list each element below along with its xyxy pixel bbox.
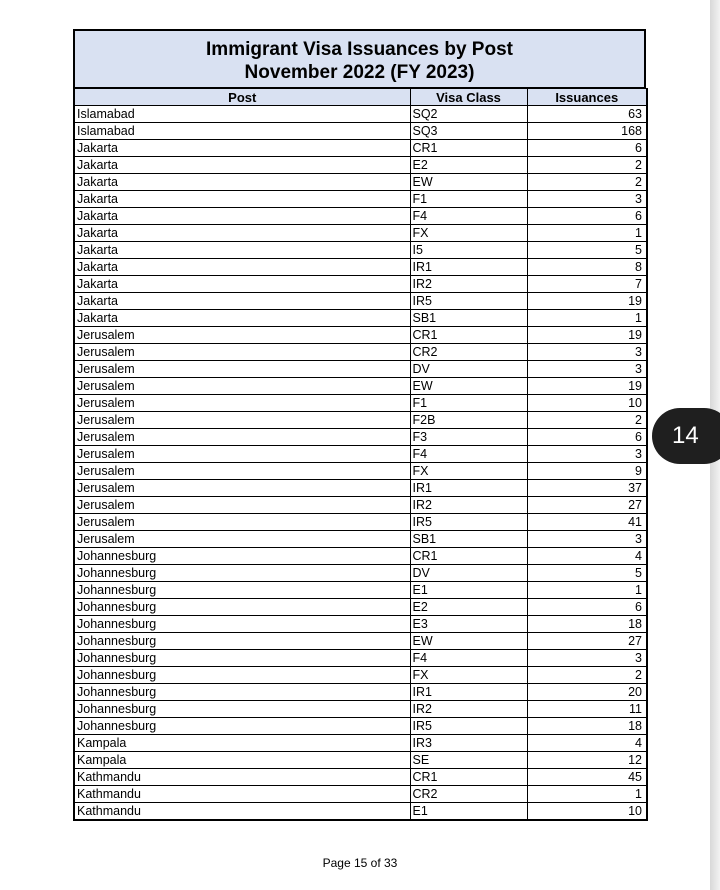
table-row xyxy=(74,429,647,446)
table-row xyxy=(74,293,647,310)
cell-issuances: 2 xyxy=(527,174,647,191)
table-row xyxy=(74,769,647,786)
table-row xyxy=(74,565,647,582)
cell-issuances: 1 xyxy=(527,786,647,803)
table-row xyxy=(74,701,647,718)
cell-visa-class: F1 xyxy=(410,191,527,208)
cell-visa-class: IR2 xyxy=(410,276,527,293)
cell-issuances: 27 xyxy=(527,633,647,650)
table-row xyxy=(74,276,647,293)
cell-issuances: 3 xyxy=(527,446,647,463)
cell-visa-class: IR1 xyxy=(410,259,527,276)
cell-issuances: 63 xyxy=(527,106,647,123)
cell-issuances: 3 xyxy=(527,650,647,667)
table-row xyxy=(74,616,647,633)
cell-issuances: 10 xyxy=(527,395,647,412)
cell-post: Jerusalem xyxy=(74,412,410,429)
cell-visa-class: F4 xyxy=(410,650,527,667)
cell-issuances: 9 xyxy=(527,463,647,480)
cell-post: Kathmandu xyxy=(74,803,410,821)
table-row xyxy=(74,242,647,259)
cell-issuances: 3 xyxy=(527,531,647,548)
cell-visa-class: IR2 xyxy=(410,701,527,718)
table-row xyxy=(74,463,647,480)
cell-post: Islamabad xyxy=(74,106,410,123)
table-row xyxy=(74,310,647,327)
table-row xyxy=(74,225,647,242)
table-row xyxy=(74,599,647,616)
cell-issuances: 1 xyxy=(527,225,647,242)
table-row xyxy=(74,582,647,599)
table-row xyxy=(74,735,647,752)
cell-post: Kampala xyxy=(74,752,410,769)
cell-issuances: 5 xyxy=(527,565,647,582)
table-row xyxy=(74,327,647,344)
cell-visa-class: E1 xyxy=(410,803,527,821)
table-row xyxy=(74,684,647,701)
cell-post: Islamabad xyxy=(74,123,410,140)
cell-issuances: 19 xyxy=(527,293,647,310)
cell-post: Jerusalem xyxy=(74,395,410,412)
cell-visa-class: F4 xyxy=(410,446,527,463)
cell-visa-class: EW xyxy=(410,633,527,650)
visa-table-container xyxy=(73,29,646,821)
cell-post: Jakarta xyxy=(74,276,410,293)
cell-visa-class: SE xyxy=(410,752,527,769)
cell-post: Jakarta xyxy=(74,242,410,259)
cell-issuances: 10 xyxy=(527,803,647,821)
cell-issuances: 1 xyxy=(527,582,647,599)
cell-post: Jerusalem xyxy=(74,514,410,531)
cell-issuances: 2 xyxy=(527,157,647,174)
table-title xyxy=(73,29,646,88)
cell-issuances: 18 xyxy=(527,718,647,735)
cell-visa-class: CR2 xyxy=(410,786,527,803)
cell-issuances: 19 xyxy=(527,327,647,344)
cell-issuances: 41 xyxy=(527,514,647,531)
cell-issuances: 12 xyxy=(527,752,647,769)
cell-visa-class: FX xyxy=(410,667,527,684)
cell-visa-class: IR5 xyxy=(410,514,527,531)
cell-issuances: 11 xyxy=(527,701,647,718)
cell-issuances: 7 xyxy=(527,276,647,293)
cell-visa-class: IR1 xyxy=(410,684,527,701)
cell-post: Jakarta xyxy=(74,259,410,276)
cell-issuances: 2 xyxy=(527,412,647,429)
cell-post: Jerusalem xyxy=(74,480,410,497)
table-row xyxy=(74,208,647,225)
table-row xyxy=(74,140,647,157)
cell-visa-class: CR1 xyxy=(410,140,527,157)
cell-issuances: 45 xyxy=(527,769,647,786)
cell-post: Johannesburg xyxy=(74,718,410,735)
cell-post: Jerusalem xyxy=(74,344,410,361)
cell-post: Johannesburg xyxy=(74,701,410,718)
page-number-indicator: 14 xyxy=(652,408,720,464)
cell-visa-class: I5 xyxy=(410,242,527,259)
cell-visa-class: F4 xyxy=(410,208,527,225)
header-post: Post xyxy=(74,89,410,106)
cell-post: Johannesburg xyxy=(74,599,410,616)
cell-post: Kampala xyxy=(74,735,410,752)
cell-issuances: 4 xyxy=(527,735,647,752)
cell-post: Jerusalem xyxy=(74,378,410,395)
table-row xyxy=(74,752,647,769)
cell-post: Johannesburg xyxy=(74,684,410,701)
cell-visa-class: F3 xyxy=(410,429,527,446)
cell-issuances: 27 xyxy=(527,497,647,514)
table-row xyxy=(74,786,647,803)
cell-visa-class: SB1 xyxy=(410,310,527,327)
cell-visa-class: F1 xyxy=(410,395,527,412)
cell-issuances: 3 xyxy=(527,361,647,378)
cell-issuances: 4 xyxy=(527,548,647,565)
cell-visa-class: E1 xyxy=(410,582,527,599)
cell-issuances: 37 xyxy=(527,480,647,497)
table-title-line2: November 2022 (FY 2023) xyxy=(244,62,475,83)
cell-post: Jerusalem xyxy=(74,327,410,344)
cell-post: Jakarta xyxy=(74,140,410,157)
cell-visa-class: E2 xyxy=(410,157,527,174)
cell-issuances: 1 xyxy=(527,310,647,327)
cell-post: Jakarta xyxy=(74,191,410,208)
table-row xyxy=(74,106,647,123)
cell-post: Kathmandu xyxy=(74,786,410,803)
cell-post: Johannesburg xyxy=(74,650,410,667)
cell-visa-class: IR2 xyxy=(410,497,527,514)
cell-post: Johannesburg xyxy=(74,548,410,565)
visa-table xyxy=(73,88,648,821)
cell-issuances: 6 xyxy=(527,429,647,446)
cell-post: Jakarta xyxy=(74,208,410,225)
cell-issuances: 5 xyxy=(527,242,647,259)
cell-visa-class: DV xyxy=(410,565,527,582)
cell-visa-class: E2 xyxy=(410,599,527,616)
cell-issuances: 3 xyxy=(527,191,647,208)
cell-visa-class: IR5 xyxy=(410,293,527,310)
cell-post: Johannesburg xyxy=(74,582,410,599)
cell-post: Johannesburg xyxy=(74,616,410,633)
cell-visa-class: IR3 xyxy=(410,735,527,752)
cell-post: Jakarta xyxy=(74,310,410,327)
cell-visa-class: FX xyxy=(410,463,527,480)
cell-post: Jerusalem xyxy=(74,463,410,480)
table-row xyxy=(74,497,647,514)
cell-visa-class: CR1 xyxy=(410,327,527,344)
table-body xyxy=(74,106,647,821)
header-issuances: Issuances xyxy=(527,89,647,106)
cell-post: Jerusalem xyxy=(74,497,410,514)
cell-issuances: 2 xyxy=(527,667,647,684)
table-row xyxy=(74,157,647,174)
cell-visa-class: FX xyxy=(410,225,527,242)
cell-post: Johannesburg xyxy=(74,667,410,684)
cell-issuances: 6 xyxy=(527,140,647,157)
cell-issuances: 6 xyxy=(527,208,647,225)
cell-visa-class: E3 xyxy=(410,616,527,633)
cell-post: Jerusalem xyxy=(74,429,410,446)
cell-issuances: 18 xyxy=(527,616,647,633)
table-header-row xyxy=(74,89,647,106)
cell-post: Johannesburg xyxy=(74,633,410,650)
cell-post: Johannesburg xyxy=(74,565,410,582)
table-row xyxy=(74,174,647,191)
cell-visa-class: F2B xyxy=(410,412,527,429)
cell-visa-class: EW xyxy=(410,174,527,191)
cell-visa-class: DV xyxy=(410,361,527,378)
cell-issuances: 3 xyxy=(527,344,647,361)
table-row xyxy=(74,718,647,735)
cell-visa-class: CR1 xyxy=(410,548,527,565)
table-row xyxy=(74,480,647,497)
header-visa-class: Visa Class xyxy=(410,89,527,106)
table-row xyxy=(74,378,647,395)
table-row xyxy=(74,633,647,650)
cell-visa-class: SQ3 xyxy=(410,123,527,140)
cell-post: Jakarta xyxy=(74,225,410,242)
cell-post: Jerusalem xyxy=(74,446,410,463)
cell-visa-class: EW xyxy=(410,378,527,395)
cell-issuances: 6 xyxy=(527,599,647,616)
page-footer: Page 15 of 33 xyxy=(322,856,398,870)
cell-visa-class: IR5 xyxy=(410,718,527,735)
table-row xyxy=(74,446,647,463)
table-row xyxy=(74,344,647,361)
table-row xyxy=(74,395,647,412)
table-row xyxy=(74,259,647,276)
table-row xyxy=(74,531,647,548)
cell-post: Jakarta xyxy=(74,174,410,191)
table-row xyxy=(74,803,647,821)
table-row xyxy=(74,667,647,684)
table-row xyxy=(74,548,647,565)
cell-post: Jerusalem xyxy=(74,361,410,378)
table-row xyxy=(74,514,647,531)
cell-visa-class: SQ2 xyxy=(410,106,527,123)
table-row xyxy=(74,123,647,140)
cell-post: Jakarta xyxy=(74,157,410,174)
cell-issuances: 168 xyxy=(527,123,647,140)
cell-issuances: 8 xyxy=(527,259,647,276)
cell-post: Kathmandu xyxy=(74,769,410,786)
cell-visa-class: CR2 xyxy=(410,344,527,361)
cell-post: Jakarta xyxy=(74,293,410,310)
table-row xyxy=(74,650,647,667)
cell-post: Jerusalem xyxy=(74,531,410,548)
table-row xyxy=(74,361,647,378)
cell-visa-class: CR1 xyxy=(410,769,527,786)
cell-visa-class: SB1 xyxy=(410,531,527,548)
cell-issuances: 20 xyxy=(527,684,647,701)
cell-visa-class: IR1 xyxy=(410,480,527,497)
table-title-line1: Immigrant Visa Issuances by Post xyxy=(206,39,513,60)
table-row xyxy=(74,412,647,429)
table-row xyxy=(74,191,647,208)
cell-issuances: 19 xyxy=(527,378,647,395)
